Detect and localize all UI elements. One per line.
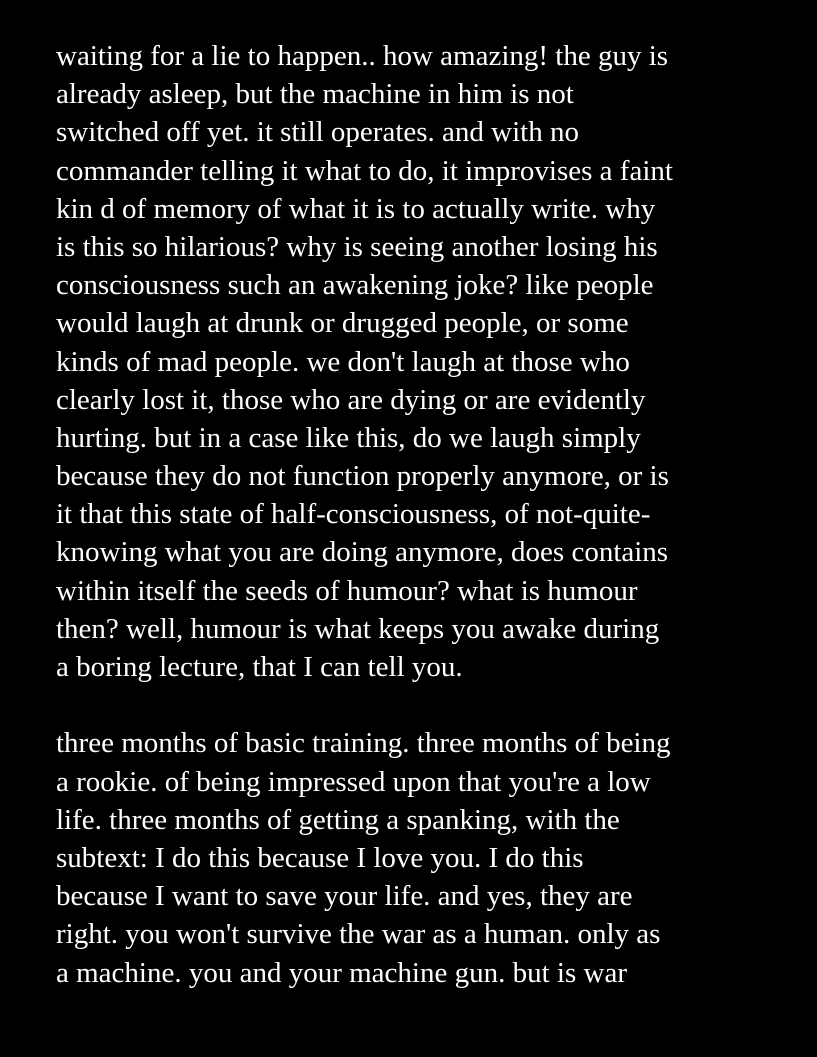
text-line: consciousness such an awakening joke? like people: [56, 269, 654, 302]
text-line: three months of basic training. three months of being: [56, 727, 671, 760]
body-text: [56, 37, 796, 992]
paragraph-gap: [56, 686, 796, 724]
text-line: already asleep, but the machine in him is not: [56, 78, 574, 111]
text-line: kin d of memory of what it is to actually write. why: [56, 192, 656, 225]
text-line: a rookie. of being impressed upon that you're a low: [56, 765, 651, 798]
text-line: knowing what you are doing anymore, does contains: [56, 536, 669, 569]
text-line: within itself the seeds of humour? what is humour: [56, 574, 638, 607]
text-line: clearly lost it, those who are dying or are evidently: [56, 383, 646, 416]
text-line: a machine. you and your machine gun. but is war: [56, 956, 627, 989]
text-line: it that this state of half-consciousness, of not-quite-: [56, 498, 651, 531]
text-line: hurting. but in a case like this, do we laugh simply: [56, 421, 641, 454]
text-line: then? well, humour is what keeps you awake during: [56, 612, 660, 645]
paragraph-1: [56, 37, 796, 686]
text-line: is this so hilarious? why is seeing another losing his: [56, 230, 658, 263]
paragraph-2: [56, 724, 796, 991]
text-line: waiting for a lie to happen.. how amazing! the guy is: [56, 40, 669, 72]
text-line: right. you won't survive the war as a human. only as: [56, 918, 661, 951]
text-line: switched off yet. it still operates. and with no: [56, 116, 579, 149]
text-line: a boring lecture, that I can tell you.: [56, 651, 463, 683]
text-line: life. three months of getting a spanking, with the: [56, 803, 620, 836]
text-line: because I want to save your life. and yes, they are: [56, 880, 633, 913]
text-line: because they do not function properly anymore, or is: [56, 460, 669, 493]
text-line: would laugh at drunk or drugged people, or some: [56, 307, 629, 340]
text-line: kinds of mad people. we don't laugh at those who: [56, 345, 630, 378]
text-line: subtext: I do this because I love you. I do this: [56, 841, 584, 874]
text-line: commander telling it what to do, it improvises a faint: [56, 154, 673, 187]
